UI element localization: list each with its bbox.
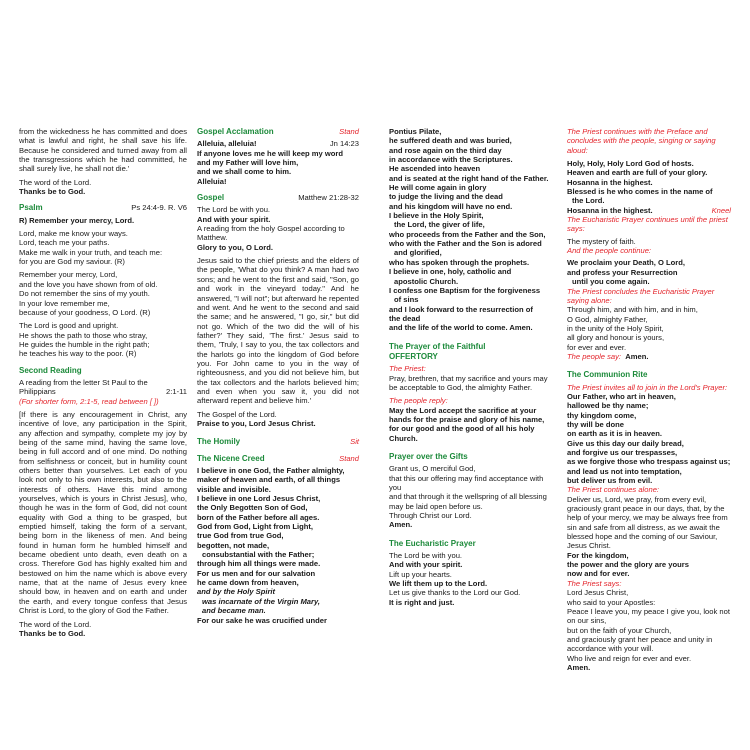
creed-line: and his kingdom will have no end. (389, 201, 513, 211)
stanza-line: The Lord is good and upright. (19, 321, 119, 331)
prayer-faithful-title: The Prayer of the Faithful (389, 341, 486, 351)
column-1 (19, 127, 187, 642)
posture-stand: Stand (339, 453, 359, 463)
communion-title: The Communion Rite (567, 370, 648, 380)
stanza-line: and the love you have shown from of old. (19, 279, 158, 289)
peace-line: who said to your Apostles: (567, 597, 656, 607)
sanctus-line: Heaven and earth are full of your glory. (567, 168, 708, 178)
dialogue-line: We lift them up to the Lord. (389, 579, 488, 589)
offertory-title: OFFERTORY (389, 351, 438, 361)
intro-text: from the wickedness he has committed and does what is lawful and right, he shall save his life. Because he considered and turned away from all the transgressions which he had committed, he shall surely live, he shall not die.' (19, 127, 187, 174)
creed-line: was incarnate of the Virgin Mary, (202, 596, 321, 606)
rubric-priest-alone: The Priest continues alone: (567, 485, 660, 495)
peace-line: and graciously grant her peace and unity in accordance with your will. (567, 634, 713, 654)
kingdom-line: the power and the glory are yours (567, 560, 689, 570)
stanza-line: Lord, teach me your paths. (19, 238, 110, 248)
creed-line: true God from true God, (197, 531, 284, 541)
doxology-line: all glory and honour is yours, (567, 333, 665, 343)
response: Praise to you, Lord Jesus Christ. (197, 418, 316, 428)
second-ref: 2:1-11 (166, 387, 187, 397)
creed-line: I confess one Baptism for the forgiveness (389, 285, 541, 295)
word-of-lord: The word of the Lord. (19, 177, 92, 187)
creed-line: born of the Father before all ages. (197, 512, 320, 522)
psalm-stanza-2 (19, 270, 187, 317)
priest-invitation (389, 364, 551, 392)
posture-kneel: Kneel (711, 205, 731, 215)
stanza-line: Do not remember the sins of my youth. (19, 289, 150, 299)
homily-header (197, 437, 359, 446)
acclamation-line: We proclaim your Death, O Lord, (567, 258, 686, 268)
priest-text: Pray, brethren, that my sacrifice and yours may be acceptable to God, the almighty Father. (389, 373, 548, 392)
doxology (567, 305, 731, 361)
dialogue-line: And with your spirit. (197, 214, 271, 224)
acclamation-line: until you come again. (572, 277, 650, 287)
acclamation-ref: Jn 14:23 (329, 139, 359, 149)
rubric-preface: The Priest continues with the Preface and concludes with the people, singing or saying aloud: (567, 127, 716, 155)
acclamation-header (197, 127, 359, 136)
creed-line: and I look forward to the resurrection of (389, 304, 533, 314)
acclamation-line: Alleluia! (197, 176, 227, 186)
peace-prayer (567, 588, 731, 672)
sanctus-line: Hosanna in the highest. (567, 205, 653, 215)
acclamation-title: Gospel Acclamation (197, 127, 274, 136)
gospel-dialogue (197, 205, 359, 252)
creed-line: maker of heaven and earth, of all things (197, 475, 341, 485)
sanctus-line: Blessed is he who comes in the name of (567, 187, 713, 197)
acclamation-row (197, 139, 359, 148)
peace-line: Peace I leave you, my peace I give you, look not on our sins, (567, 606, 730, 626)
creed-text-2 (389, 127, 551, 333)
stanza-line: because of your goodness, O Lord. (R) (19, 307, 151, 317)
dialogue-line: It is right and just. (389, 597, 455, 607)
peace-line: but on the faith of your Church, (567, 625, 672, 635)
sanctus-last-row (567, 206, 731, 215)
creed-line: and is seated at the right hand of the Father. (389, 173, 549, 183)
priest-rubric: The Priest: (389, 364, 426, 374)
rubric-lords-prayer: The Priest invites all to join in the Lord's Prayer: (567, 382, 728, 392)
dialogue-line: The Lord be with you. (389, 551, 463, 561)
lords-prayer (567, 392, 731, 485)
creed-line: and became man. (202, 606, 266, 616)
dialogue-line: Let us give thanks to the Lord our God. (389, 588, 521, 598)
creed-line: who proceeds from the Father and the Son, (389, 229, 546, 239)
creed-line: God from God, Light from Light, (197, 522, 313, 532)
creed-line: in accordance with the Scriptures. (389, 155, 513, 165)
acclamation-line: and profess your Resurrection (567, 267, 678, 277)
kingdom-line: For the kingdom, (567, 550, 629, 560)
people-text: May the Lord accept the sacrifice at your hands for the praise and glory of his name, for our good and the good of all his holy Church. (389, 405, 545, 443)
gifts-line: may be laid open before us. (389, 501, 483, 511)
stanza-line: He guides the humble in the right path; (19, 339, 150, 349)
gifts-line: that this our offering may find acceptance with you (389, 473, 544, 493)
prayer-line: but deliver us from evil. (567, 476, 653, 486)
stanza-line: for you are God my saviour. (R) (19, 257, 125, 267)
stanza-line: In your love remember me, (19, 298, 110, 308)
rubric-priest-says: The Priest says: (567, 578, 622, 588)
people-rubric: The people reply: (389, 396, 448, 406)
prayer-line: thy kingdom come, (567, 410, 637, 420)
column-2 (197, 127, 359, 625)
eucharistic-dialogue (389, 551, 551, 607)
shorter-form-note: (For shorter form, 2:1-5, read between [ ]) (19, 396, 159, 406)
intro-closing (19, 178, 187, 197)
rubric-concludes: The Priest concludes the Eucharistic Prayer saying alone: (567, 286, 715, 305)
gospel-title: Gospel (197, 193, 225, 203)
creed-line: For our sake he was crucified under (197, 615, 327, 625)
creed-line: the Lord, the giver of life, (394, 220, 485, 230)
eucharistic-title: The Eucharistic Prayer (389, 538, 476, 548)
sanctus (567, 159, 731, 215)
acclamation-text (197, 139, 359, 186)
dialogue-line: Glory to you, O Lord. (197, 242, 273, 252)
second-intro-book: Philippians (19, 387, 56, 397)
psalm-header (19, 203, 187, 212)
prayer-line: and forgive us our trespasses, (567, 448, 678, 457)
prayer-line: and lead us not into temptation, (567, 466, 682, 476)
doxology-line: Through him, and with him, and in him, (567, 305, 698, 315)
second-intro-line: A reading from the letter St Paul to the (19, 377, 148, 387)
gospel-text: Jesus said to the chief priests and the elders of the people, 'What do you think? A man had two sons; and he went to the first and said, "Son, go and work in the vineyard today." And he answered, "I will not"; but afterward he repented and went. And he went to the second and said the same; and he answered, "I go, sir," but did not go. Which of the two did the will of his father?' They said, 'The first.' Jesus said to them, 'Truly, I say to you, the tax collectors and the harlots go into the kingdom of God before you. For John came to you in the way of righteousness, and you did not believe him, but the tax collectors and the harlots believed him; and even when you saw it, you did not afterward repent and believe him.' (197, 256, 359, 406)
acclamation-line: and my Father will love him, (197, 158, 299, 168)
creed-line: consubstantial with the Father; (202, 550, 315, 560)
sanctus-line: Hosanna in the highest. (567, 177, 653, 187)
creed-line: He ascended into heaven (389, 164, 481, 174)
peace-line: Who live and reign for ever and ever. (567, 653, 692, 663)
creed-line: and the life of the world to come. Amen. (389, 323, 533, 333)
creed-header (197, 454, 359, 463)
gifts-prayer (389, 464, 551, 529)
rubric-continues: The Eucharistic Prayer continues until the priest says: (567, 215, 728, 234)
creed-line: I believe in one, holy, catholic and (389, 267, 512, 277)
gospel-closing (197, 410, 359, 429)
creed-line: For us men and for our salvation (197, 568, 316, 578)
doxology-line: for ever and ever. (567, 342, 627, 352)
people-say-rubric: The people say: (567, 351, 622, 361)
stanza-line: Make me walk in your truth, and teach me: (19, 247, 163, 257)
psalm-ref: Ps 24:4-9. R. V6 (131, 203, 187, 213)
creed-line: the Only Begotten Son of God, (197, 503, 308, 513)
acclamation-line: If anyone loves me he will keep my word (197, 148, 344, 158)
creed-line: of sins (394, 295, 419, 305)
creed-line: apostolic Church. (394, 276, 459, 286)
creed-line: begotten, not made, (197, 540, 270, 550)
creed-line: He will come again in glory (389, 183, 487, 193)
prayer-line: as we forgive those who trespass against us; (567, 457, 731, 467)
stanza-line: Lord, make me know your ways. (19, 229, 128, 239)
prayer-line: Give us this day our daily bread, (567, 438, 684, 448)
second-closing (19, 620, 187, 639)
dialogue-line: And with your spirit. (389, 560, 463, 570)
dialogue-line: Lift up your hearts. (389, 569, 452, 579)
creed-line: the dead (389, 313, 421, 323)
creed-text-1 (197, 466, 359, 625)
prayer-line: Our Father, who art in heaven, (567, 391, 676, 401)
stanza-line: he teaches his way to the poor. (R) (19, 349, 137, 359)
word-of-lord: The word of the Lord. (19, 619, 92, 629)
creed-line: I believe in the Holy Spirit, (389, 211, 484, 221)
gifts-line: and that through it the wellspring of all blessing (389, 492, 547, 502)
creed-line: to judge the living and the dead (389, 192, 503, 202)
psalm-stanza-1 (19, 229, 187, 266)
prayer-line: thy will be done (567, 419, 624, 429)
posture-sit: Sit (350, 437, 359, 447)
column-3 (389, 127, 551, 611)
rubric-people-continue: And the people continue: (567, 246, 652, 256)
acclamation-line: and we shall come to him. (197, 167, 292, 177)
creed-line: visible and invisible. (197, 484, 271, 494)
gifts-line: Through Christ our Lord. (389, 511, 472, 521)
creed-line: through him all things were made. (197, 559, 321, 569)
creed-line: he suffered death and was buried, (389, 136, 512, 146)
doxology-line: O God, almighty Father, (567, 314, 648, 324)
gospel-header (197, 193, 359, 202)
response: Thanks be to God. (19, 187, 86, 197)
memorial-acclamation (567, 258, 731, 286)
amen: Amen. (567, 662, 591, 672)
doxology-line: in the unity of the Holy Spirit, (567, 323, 664, 333)
embolism: Deliver us, Lord, we pray, from every evil, graciously grant peace in our days, that, by the help of your mercy, we may be always free from sin and safe from all distress, as we await the blessed hope and the coming of our Saviour, Jesus Christ. (567, 494, 728, 551)
stanza-line: Remember your mercy, Lord, (19, 270, 118, 280)
amen: Amen. (625, 351, 649, 361)
second-reading-text: [If there is any encouragement in Christ, any incentive of love, any participation in the Spirit, any affection and sympathy, complete my joy by being of the same mind, having the same love, being in full accord and of one mind. Do nothing from selfishness or conceit, but in humility count others better than yourselves. Let each of you look not only to his own interests, but also to the interests of others. Have this mind among yourselves, which is yours in Christ Jesus], who, though he was in the form of God, did not count equality with God a thing to be grasped, but emptied himself, taking the form of a servant, being born in the likeness of men. And being found in human form he humbled himself and became obedient unto death, even death on a cross. Therefore God has highly exalted him and bestowed on him the name which is above every name, that at the name of Jesus every knee should bow, in heaven and on earth and under the earth, and every tongue confess that Jesus Christ is Lord, to the glory of God the Father. (19, 409, 187, 616)
posture-stand: Stand (339, 127, 359, 136)
creed-line: and glorified, (394, 248, 442, 258)
second-intro-row (19, 387, 187, 396)
peace-line: Lord Jesus Christ, (567, 588, 629, 598)
prayer-line: on earth as it is in heaven. (567, 429, 662, 439)
column-4 (567, 127, 731, 672)
second-reading-intro (19, 378, 187, 406)
alleluia: Alleluia, alleluia! (197, 139, 257, 149)
kingdom-line: now and for ever. (567, 569, 630, 579)
creed-line: and by the Holy Spirit (197, 587, 276, 597)
creed-line: he came down from heaven, (197, 578, 299, 588)
gospel-of-lord: The Gospel of the Lord. (197, 409, 277, 419)
dialogue-line: A reading from the holy Gospel according to Matthew. (197, 224, 345, 243)
creed-line: I believe in one God, the Father almighty, (197, 466, 345, 475)
people-reply (389, 396, 551, 443)
gospel-ref: Matthew 21:28-32 (298, 193, 359, 203)
dialogue-line: The Lord be with you. (197, 205, 271, 215)
creed-line: Pontius Pilate, (389, 127, 442, 136)
stanza-line: He shows the path to those who stray, (19, 330, 148, 340)
prayer-line: hallowed be thy name; (567, 401, 649, 411)
kingdom-doxology (567, 551, 731, 579)
psalm-response: R) Remember your mercy, Lord. (19, 215, 135, 225)
creed-line: who with the Father and the Son is adored (389, 239, 542, 249)
creed-line: I believe in one Lord Jesus Christ, (197, 494, 321, 504)
gifts-title: Prayer over the Gifts (389, 452, 468, 461)
amen: Amen. (389, 520, 413, 530)
psalm-title: Psalm (19, 203, 43, 213)
sanctus-line: Holy, Holy, Holy Lord God of hosts. (567, 159, 694, 169)
creed-line: and rose again on the third day (389, 145, 502, 155)
sanctus-line: the Lord. (572, 196, 605, 206)
creed-line: who has spoken through the prophets. (389, 257, 530, 267)
creed-title: The Nicene Creed (197, 453, 265, 463)
homily-title: The Homily (197, 437, 241, 447)
psalm-stanza-3 (19, 321, 187, 358)
gifts-line: Grant us, O merciful God, (389, 464, 476, 474)
second-reading-title: Second Reading (19, 365, 82, 375)
response: Thanks be to God. (19, 628, 86, 638)
mystery-of-faith: The mystery of faith. (567, 236, 636, 246)
